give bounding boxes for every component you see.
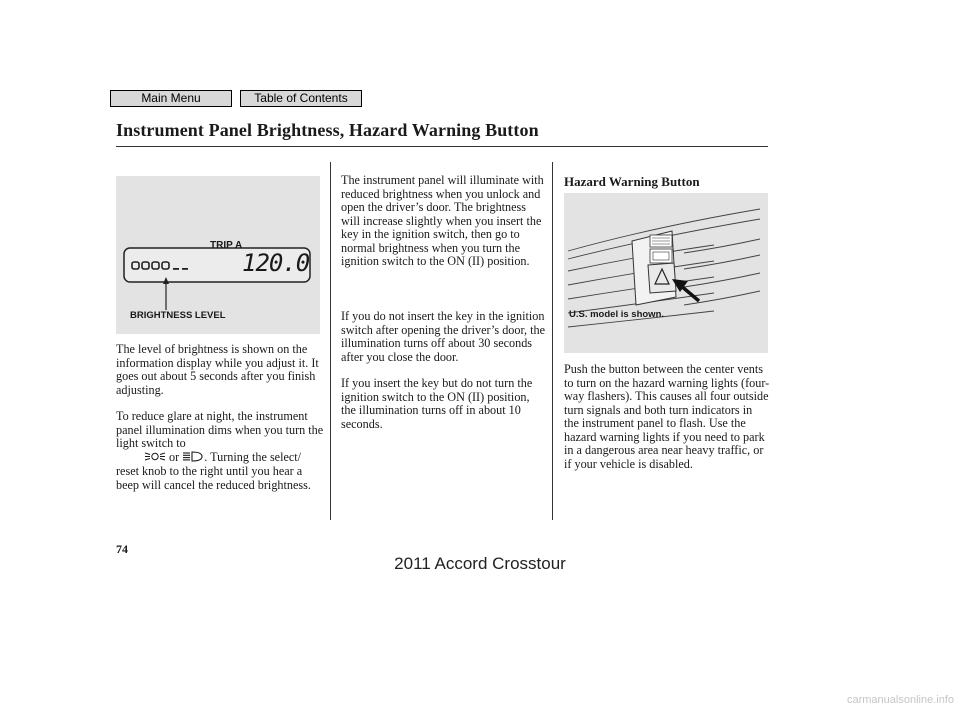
page-title: Instrument Panel Brightness, Hazard Warning Button [116, 120, 539, 140]
glare-text-after: . Turning the select/ reset knob to the right until you hear a beep will cancel the reduced brightness. [116, 449, 311, 492]
reduced-brightness-paragraph: The instrument panel will illuminate with reduced brightness when you unlock and open the driver’s door. The brightness will increase slightly when you insert the key in the ignition switch, then go to normal brightness when you turn the ignition switch to the ON (II) position. [341, 173, 544, 268]
odometer-readout: 120.0 [242, 249, 310, 277]
brightness-level-caption: BRIGHTNESS LEVEL [130, 310, 226, 321]
brightness-figure [116, 176, 320, 334]
page-number: 74 [116, 542, 128, 556]
headlight-icon [182, 451, 204, 466]
model-title: 2011 Accord Crosstour [394, 554, 566, 573]
trip-a-label: TRIP A [210, 240, 243, 251]
table-of-contents-button[interactable]: Table of Contents [240, 90, 362, 107]
illumination-off-30s-paragraph: If you do not insert the key in the ignition switch after opening the driver’s door, the illumination turns off about 30 seconds after you close the door. [341, 309, 546, 364]
main-menu-button[interactable]: Main Menu [110, 90, 232, 107]
hazard-warning-heading: Hazard Warning Button [564, 174, 700, 189]
parking-light-icon [144, 451, 166, 466]
title-divider [116, 146, 768, 147]
brightness-level-pointer [163, 277, 169, 310]
glare-text-before: To reduce glare at night, the instrument panel illumination dims when you turn the light switch to [116, 409, 324, 450]
column-divider [552, 162, 553, 520]
glare-reduction-paragraph [116, 410, 326, 492]
model-shown-caption: U.S. model is shown. [569, 309, 665, 320]
column-divider [330, 162, 331, 520]
hazard-button-figure [564, 193, 768, 353]
brightness-display-paragraph: The level of brightness is shown on the information display while you adjust it. It goes out about 5 seconds after you finish adjusting. [116, 342, 319, 397]
illumination-off-10s-paragraph: If you insert the key but do not turn the ignition switch to the ON (II) position, the illumination turns off in about 10 seconds. [341, 376, 533, 431]
hazard-warning-paragraph: Push the button between the center vents to turn on the hazard warning lights (four-way flashers). This causes all four outside turn signals and both turn indicators in the instrument panel to flash. Use the hazard warning lights if you need to park in a dangerous area near heavy traffic, or if your vehicle is disabled. [564, 362, 770, 471]
site-watermark: carmanualsonline.info [846, 694, 954, 706]
center-vents-illustration [564, 193, 768, 353]
glare-text-or: or [169, 449, 180, 464]
